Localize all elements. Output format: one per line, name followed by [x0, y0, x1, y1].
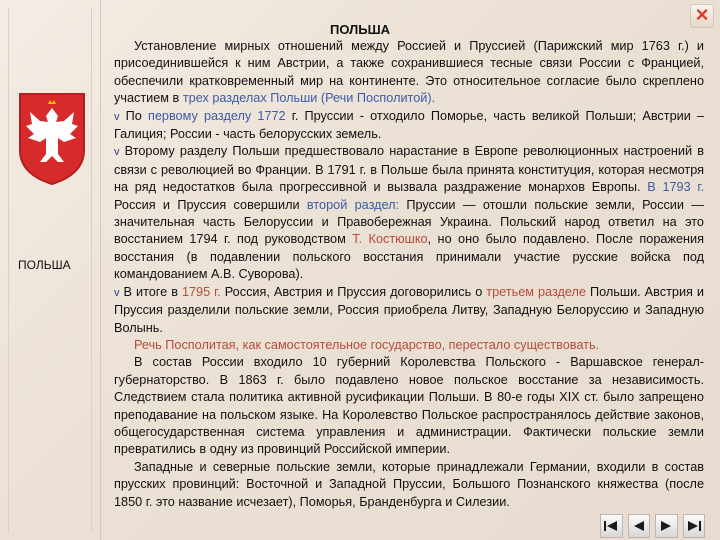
last-icon [686, 519, 702, 533]
paragraph-1: Установление мирных отношений между Россией и Пруссией (Парижский мир 1763 г.) и присоединившейся к ним Австрии, а также сохранившиеся тесные связи России с Францией, обеспечили кратковременный мир на континенте. Это относительное согласие было скреплено участием в трех разделах Польши (Речи Посполитой). [114, 39, 704, 106]
last-page-button[interactable] [683, 514, 706, 538]
polish-coat-of-arms-icon [10, 88, 94, 188]
bullet-icon: v [114, 146, 120, 159]
paragraph-7: Западные и северные польские земли, которые принадлежали Германии, входили в состав прусских провинций: Восточной и Западной Пруссии, Большого Познанского княжества (после 1850 г. это название исчезает), Поморья, Бранденбурга и Силезии. [114, 459, 704, 509]
bullet-icon: v [114, 286, 120, 299]
paragraph-3: v Второму разделу Польши предшествовало нарастание в Европе революционных настроений в связи с революцией во Франции. В 1791 г. в Польше была принята конституция, которая несмотря на ряд недостатков была прогрессивной и вызвала раздражение монархов Европы. В 1793 г. Россия и Пруссия совершили второй раздел: Пруссии — отошли польские земли, России — значительная часть Белоруссии и Правобережная Украина. Польский народ ответил на это восстанием 1794 г. под руководством Т. Костюшко, но оно было подавлено. После поражения восстания (в подавлении польского восстания принимали участие русские войска под командованием А.В. Суворова). [114, 144, 704, 282]
paragraph-2: v По первому разделу 1772 г. Пруссии - отходило Поморье, часть великой Польши; Австрии – Галиция; России - часть белорусских земель. [114, 108, 704, 142]
navigation-bar [600, 514, 710, 536]
next-page-button[interactable] [655, 514, 678, 538]
paragraph-6: В состав России входило 10 губерний Королевства Польского - Варшавское генерал-губернаторство. В 1863 г. было подавлено новое польское восстание за независимость. Следствием стала политика активной русификации Польши. В 80-е годы XIX ст. было запрещено преподавание на польском языке. На Королевство Польское распространялось действие законов, общегосударственная система управления и администрации. Фактически польские земли превратились в одну из провинций Российской империи. [114, 355, 704, 457]
close-button[interactable] [690, 4, 714, 28]
page-title: ПОЛЬША [329, 22, 391, 37]
first-icon [603, 519, 619, 533]
main-text [114, 38, 704, 511]
close-icon: × [695, 2, 709, 27]
previous-page-button[interactable] [628, 514, 651, 538]
first-page-button[interactable] [600, 514, 623, 538]
side-label: ПОЛЬША [18, 258, 71, 272]
paragraph-4: v В итоге в 1795 г. Россия, Австрия и Пруссия договорились о третьем разделе Польши. Австрия и Пруссия разделили польские земли, Россия приобрела Литву, Западную Белоруссию и Западную Волынь. [114, 284, 705, 335]
paragraph-5: Речь Посполитая, как самостоятельное государство, перестало существовать. [134, 337, 600, 352]
bullet-icon: v [114, 110, 120, 123]
next-icon [658, 519, 674, 533]
prev-icon [631, 519, 647, 533]
